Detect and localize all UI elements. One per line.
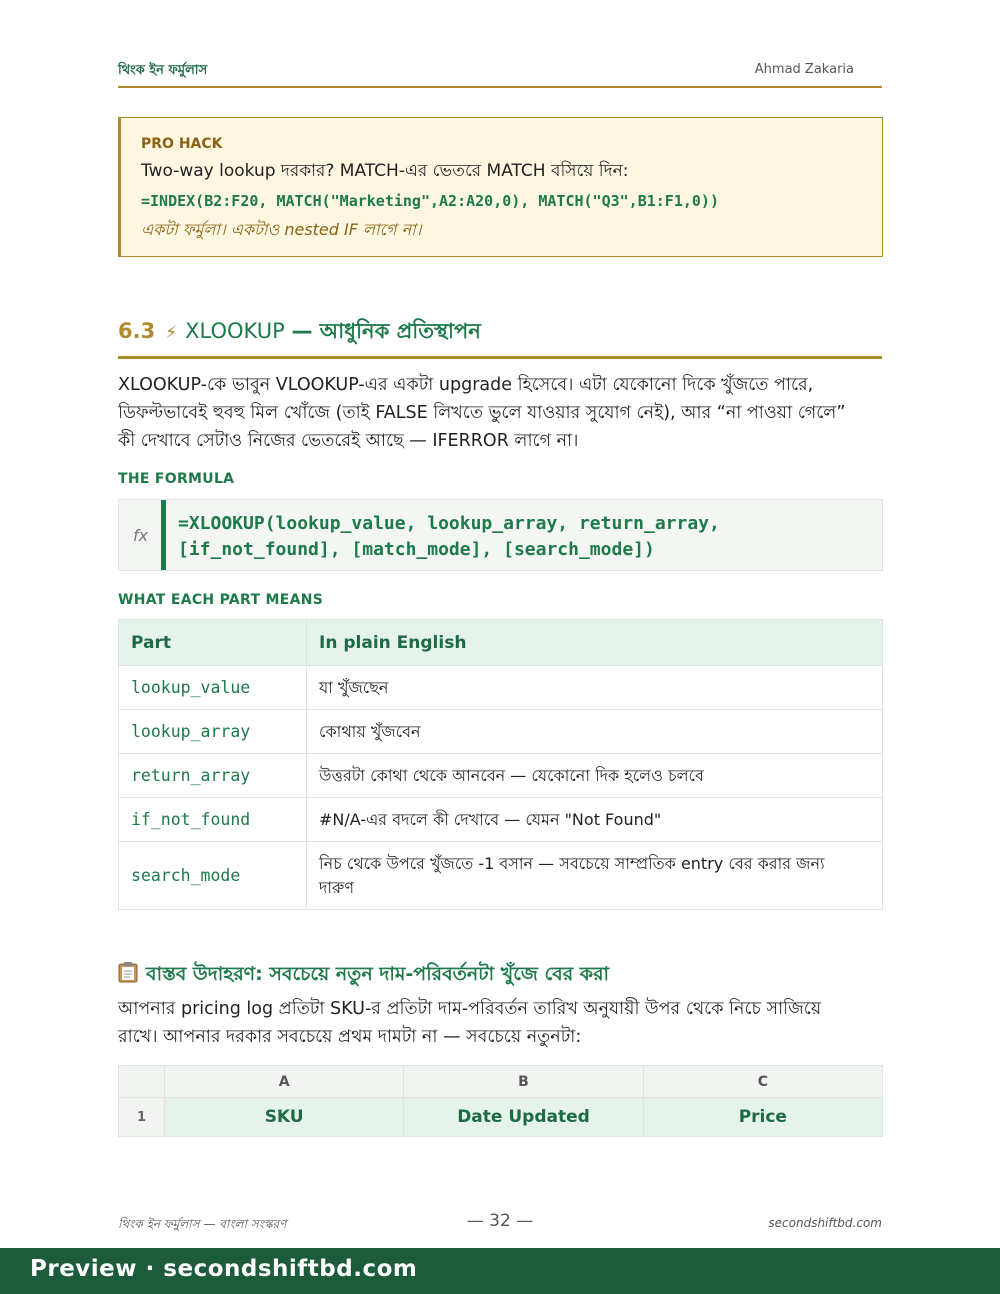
part-name: lookup_array — [119, 710, 307, 754]
column-letter: A — [165, 1066, 404, 1098]
example-line: রাখে। আপনার দরকার সবচেয়ে প্রথম দামটা না — সবচেয়ে নতুনটা: — [118, 1027, 582, 1047]
footer-book-title: থিংক ইন ফর্মুলাস — বাংলা সংস্করণ — [118, 1217, 287, 1231]
intro-line: কী দেখাবে সেটাও নিজের ভেতরেই আছে — IFERROR লাগে না। — [118, 431, 579, 451]
formula-box — [118, 499, 883, 571]
page-header — [118, 60, 882, 88]
intro-paragraph — [118, 371, 888, 455]
pro-hack-code: =INDEX(B2:F20, MATCH("Marketing",A2:A20,0), MATCH("Q3",B1:F1,0)) — [141, 192, 719, 210]
column-header-part: Part — [119, 620, 307, 666]
page-number: — 32 — — [466, 1211, 534, 1231]
table-row — [119, 710, 883, 754]
column-letter-row — [119, 1066, 883, 1098]
part-name: lookup_value — [119, 666, 307, 710]
pro-hack-text: Two-way lookup দরকার? MATCH-এর ভেতরে MATCH বসিয়ে দিন: — [141, 161, 629, 181]
sheet-header-cell: Price — [643, 1098, 882, 1137]
part-meaning: উত্তরটা কোথা থেকে আনবেন — যেকোনো দিক হলেও চলবে — [307, 754, 883, 798]
part-meaning-line: নিচ থেকে উপরে খুঁজতে -1 বসান — সবচেয়ে সাম্প্রতিক entry বের করার জন্য — [319, 853, 825, 873]
pro-hack-label: PRO HACK — [141, 136, 223, 152]
example-title: বাস্তব উদাহরণ: সবচেয়ে নতুন দাম-পরিবর্তনটা খুঁজে বের করা — [146, 963, 610, 985]
spreadsheet-preview — [118, 1065, 883, 1137]
section-number: 6.3 — [118, 319, 156, 343]
lightning-icon: ⚡ — [165, 323, 178, 343]
table-row — [119, 666, 883, 710]
part-meaning — [307, 842, 883, 910]
preview-banner — [0, 1248, 1000, 1294]
part-meaning: যা খুঁজছেন — [307, 666, 883, 710]
formula-heading: THE FORMULA — [118, 471, 235, 487]
author-name: Ahmad Zakaria — [754, 62, 854, 77]
sheet-header-cell: Date Updated — [404, 1098, 643, 1137]
table-row — [119, 798, 883, 842]
part-meaning: #N/A-এর বদলে কী দেখাবে — যেমন "Not Found" — [307, 798, 883, 842]
column-letter: B — [404, 1066, 643, 1098]
table-row — [119, 754, 883, 798]
parts-table — [118, 619, 883, 910]
footer-website: secondshiftbd.com — [768, 1216, 882, 1230]
preview-banner-text: Preview · secondshiftbd.com — [30, 1256, 418, 1282]
formula-line: [if_not_found], [match_mode], [search_mode]) — [178, 539, 655, 560]
clipboard-icon — [118, 961, 138, 983]
parts-heading: WHAT EACH PART MEANS — [118, 592, 324, 608]
sheet-row — [119, 1098, 883, 1137]
example-paragraph — [118, 995, 888, 1051]
fx-label: fx — [133, 526, 149, 545]
section-name: XLOOKUP — [185, 319, 285, 343]
example-heading — [118, 958, 609, 992]
row-number: 1 — [119, 1098, 165, 1137]
part-name: if_not_found — [119, 798, 307, 842]
formula-accent-bar — [161, 500, 166, 570]
table-row — [119, 842, 883, 910]
column-letter: C — [643, 1066, 882, 1098]
table-header-row — [119, 620, 883, 666]
column-header-meaning: In plain English — [307, 620, 883, 666]
part-name: search_mode — [119, 842, 307, 910]
part-meaning: কোথায় খুঁজবেন — [307, 710, 883, 754]
part-meaning-line: দারুণ — [319, 877, 354, 897]
pro-hack-callout — [118, 117, 883, 257]
intro-line: ডিফল্টভাবেই হুবহু মিল খোঁজে (তাই FALSE লিখতে ভুলে যাওয়ার সুযোগ নেই), আর “না পাওয়া গেলে” — [118, 403, 846, 423]
section-subtitle: — আধুনিক প্রতিস্থাপন — [291, 319, 481, 343]
sheet-header-cell: SKU — [165, 1098, 404, 1137]
formula-line: =XLOOKUP(lookup_value, lookup_array, return_array, — [178, 513, 720, 534]
example-line: আপনার pricing log প্রতিটা SKU-র প্রতিটা দাম-পরিবর্তন তারিখ অনুযায়ী উপর থেকে নিচে সাজিয়ে — [118, 999, 822, 1019]
corner-cell — [119, 1066, 165, 1098]
pro-hack-note: একটা ফর্মুলা। একটাও nested IF লাগে না। — [141, 220, 422, 239]
section-heading — [118, 315, 882, 359]
formula-expression — [178, 511, 720, 563]
book-title: থিংক ইন ফর্মুলাস — [118, 63, 208, 78]
intro-line: XLOOKUP-কে ভাবুন VLOOKUP-এর একটা upgrade হিসেবে। এটা যেকোনো দিকে খুঁজতে পারে, — [118, 375, 814, 395]
part-name: return_array — [119, 754, 307, 798]
